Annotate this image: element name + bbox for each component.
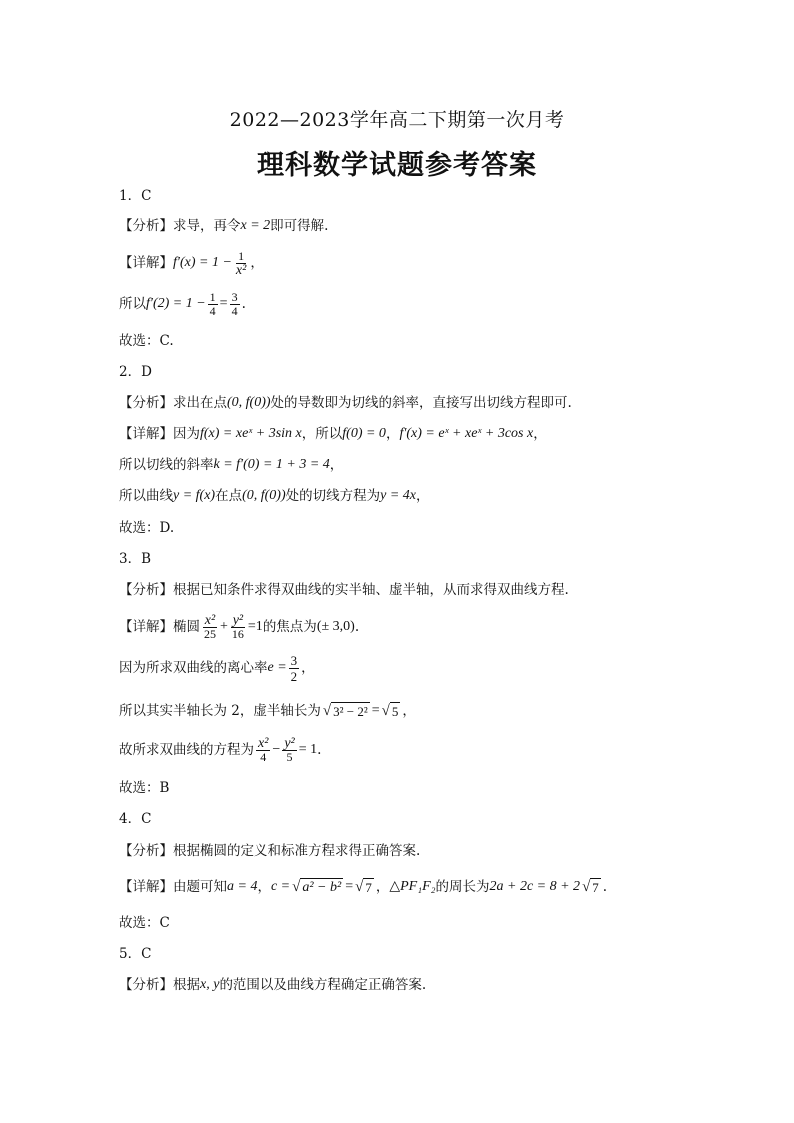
exam-title: 2022—2023学年高二下期第一次月考 [229,109,565,131]
q4-number: 4．C [119,811,152,827]
q4-analysis: 【分析】根据椭圆的定义和标准方程求得正确答案. [119,843,421,859]
q3-analysis: 【分析】根据已知条件求得双曲线的实半轴、虚半轴，从而求得双曲线方程. [119,582,569,598]
q4-choice: 故选：C [119,915,170,931]
sqrt: √ 7 [582,879,599,895]
fraction: $\frac{3}{4}$ [231,289,238,318]
q2-number: 2．D [119,364,152,380]
q1-detail: 【详解】 f′(x) = 1 − $\frac{1}{\text{x²}}$ ， [119,248,264,278]
q3-eccentricity: 因为所求双曲线的离心率 e = $\frac{3}{2}$ ， [119,652,315,684]
sqrt: √ 5 [381,703,399,719]
q4-detail: 【详解】由题可知 a = 4 ， c = √ a² − b² = √ 7 ， △PF₁F₂ 的周长为 2a + 2c = 8 + 2 √ 7 . [119,879,608,895]
fraction: $\frac{1}{4}$ [209,289,216,318]
fraction: $\frac{\text{x²}}{4}$ [258,735,269,764]
q1-analysis: 【分析】求导，再令 x = 2 即可得解. [119,218,329,234]
q2-detail: 【详解】因为 f(x) = xeˣ + 3sin x ，所以 f(0) = 0 ， f′(x) = eˣ + xeˣ + 3cos x ， [119,426,547,442]
q2-slope: 所以切线的斜率 k = f′(0) = 1 + 3 = 4 ， [119,457,344,473]
fraction: $\frac{3}{2}$ [290,652,298,684]
q5-number: 5．C [119,946,152,962]
q1-so: 所以 f′(2) = 1 − $\frac{1}{4}$ = $\frac{3}{4}$ . [119,289,246,318]
sqrt: √ a² − b² [292,879,342,895]
q3-axes: 所以其实半轴长为 2，虚半轴长为 √ 3² − 2² = √ 5 ， [119,703,416,719]
sqrt: √ 7 [355,879,372,895]
fraction: $\frac{\text{x²}}{25}$ [204,612,216,641]
fraction: $\frac{\text{y²}}{5}$ [284,735,295,764]
answer-title: 理科数学试题参考答案 [257,150,537,181]
q3-number: 3．B [119,551,152,567]
q5-analysis: 【分析】根据 x, y 的范围以及曲线方程确定正确答案. [119,977,427,993]
fraction: $\frac{1}{\text{x²}}$ [235,248,247,278]
q2-analysis: 【分析】求出在点 (0, f(0)) 处的导数即为切线的斜率，直接写出切线方程即可. [119,395,572,411]
q2-tangent: 所以曲线 y = f(x) 在点 (0, f(0)) 处的切线方程为 y = 4x ， [119,488,430,504]
q3-choice: 故选：B [119,780,170,796]
sqrt: √ 3² − 2² [322,703,368,719]
q1-choice: 故选：C. [119,333,174,349]
q3-detail: 【详解】椭圆 $\frac{\text{x²}}{25}$ + $\frac{\text{y²}}{16}$ =1 的焦点为 (± 3,0) . [119,612,360,641]
q3-equation: 故所求双曲线的方程为 $\frac{\text{x²}}{4}$ − $\frac{\text{y²}}{5}$ = 1 . [119,735,322,764]
q1-number: 1．C [119,188,152,204]
fraction: $\frac{\text{y²}}{16}$ [231,612,244,641]
q2-choice: 故选：D. [119,520,175,536]
